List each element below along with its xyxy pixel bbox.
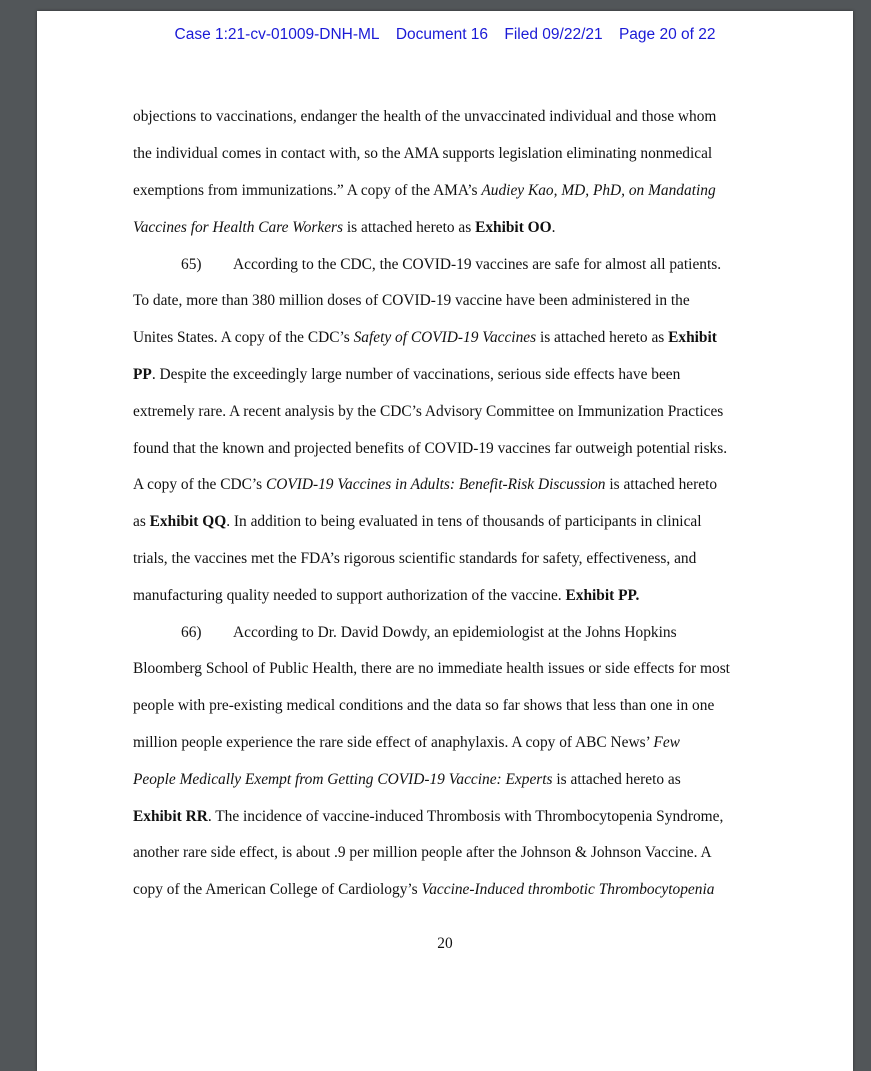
document-page: [37, 11, 853, 1071]
document-title: People Medically Exempt from Getting COVID-19 Vaccine: Experts: [133, 771, 553, 788]
paragraph-start: 65) According to the CDC, the COVID-19 vaccines are safe for almost all patients.: [181, 256, 722, 273]
document-title: COVID-19 Vaccines in Adults: Benefit-Risk Discussion: [265, 476, 606, 493]
text-line: another rare side effect, is about .9 per million people after the Johnson & Johnson Vaccine. A: [133, 844, 712, 861]
filed-date: Filed 09/22/21: [504, 26, 603, 43]
text-line: the individual comes in contact with, so the AMA supports legislation eliminating nonmedical: [133, 145, 713, 162]
exhibit-reference: Exhibit PP.: [565, 587, 640, 604]
exhibit-reference: PP: [133, 366, 152, 383]
page-number: 20: [437, 935, 453, 952]
text-line: People Medically Exempt from Getting COVID-19 Vaccine: Experts is attached hereto as: [133, 771, 681, 788]
document-title: Vaccine-Induced thrombotic Thrombocytopenia: [421, 881, 715, 898]
exhibit-reference: Exhibit RR: [133, 808, 208, 825]
paragraph-number: 66): [181, 624, 202, 641]
paragraph-number: 65): [181, 256, 202, 273]
exhibit-reference: Exhibit QQ: [149, 513, 227, 530]
exhibit-reference: Exhibit OO: [475, 219, 552, 236]
document-title: Vaccines for Health Care Workers: [133, 219, 344, 236]
text-line: Bloomberg School of Public Health, there are no immediate health issues or side effects for most: [133, 660, 730, 677]
text-line: Vaccines for Health Care Workers is attached hereto as Exhibit OO.: [133, 219, 556, 236]
text-line: trials, the vaccines met the FDA’s rigorous scientific standards for safety, effectiveness, and: [133, 550, 697, 567]
text-line: To date, more than 380 million doses of COVID-19 vaccine have been administered in the: [133, 292, 690, 309]
text-line: copy of the American College of Cardiology’s Vaccine-Induced thrombotic Thrombocytopenia: [133, 881, 715, 898]
text-line: Exhibit RR. The incidence of vaccine-induced Thrombosis with Thrombocytopenia Syndrome,: [133, 808, 724, 825]
text-line: extremely rare. A recent analysis by the CDC’s Advisory Committee on Immunization Practices: [133, 403, 724, 420]
text-line: Unites States. A copy of the CDC’s Safety of COVID-19 Vaccines is attached hereto as Exhibit: [133, 329, 717, 346]
document-title: Audiey Kao, MD, PhD, on Mandating: [481, 182, 716, 199]
document-title: Few: [653, 734, 680, 751]
text-line: found that the known and projected benefits of COVID-19 vaccines far outweigh potential risks.: [133, 440, 728, 457]
case-number: Case 1:21-cv-01009-DNH-ML: [174, 26, 380, 43]
text-line: objections to vaccinations, endanger the health of the unvaccinated individual and those whom: [133, 108, 717, 125]
text-line: manufacturing quality needed to support authorization of the vaccine. Exhibit PP.: [133, 587, 640, 604]
text-line: PP. Despite the exceedingly large number of vaccinations, serious side effects have been: [133, 366, 681, 383]
text-line: as Exhibit QQ. In addition to being evaluated in tens of thousands of participants in clinical: [133, 513, 702, 530]
text-line: million people experience the rare side effect of anaphylaxis. A copy of ABC News’ Few: [133, 734, 680, 751]
exhibit-reference: Exhibit: [668, 329, 717, 346]
text-line: A copy of the CDC’s COVID-19 Vaccines in Adults: Benefit-Risk Discussion is attached hereto: [133, 476, 718, 493]
text-line: people with pre-existing medical conditions and the data so far shows that less than one in one: [133, 697, 715, 714]
page-count: Page 20 of 22: [618, 26, 716, 43]
case-header: [37, 26, 853, 44]
paragraph-start: 66) According to Dr. David Dowdy, an epidemiologist at the Johns Hopkins: [181, 624, 677, 641]
text-line: exemptions from immunizations.” A copy of the AMA’s Audiey Kao, MD, PhD, on Mandating: [133, 182, 716, 199]
document-title: Safety of COVID-19 Vaccines: [353, 329, 537, 346]
document-number: Document 16: [395, 26, 489, 43]
